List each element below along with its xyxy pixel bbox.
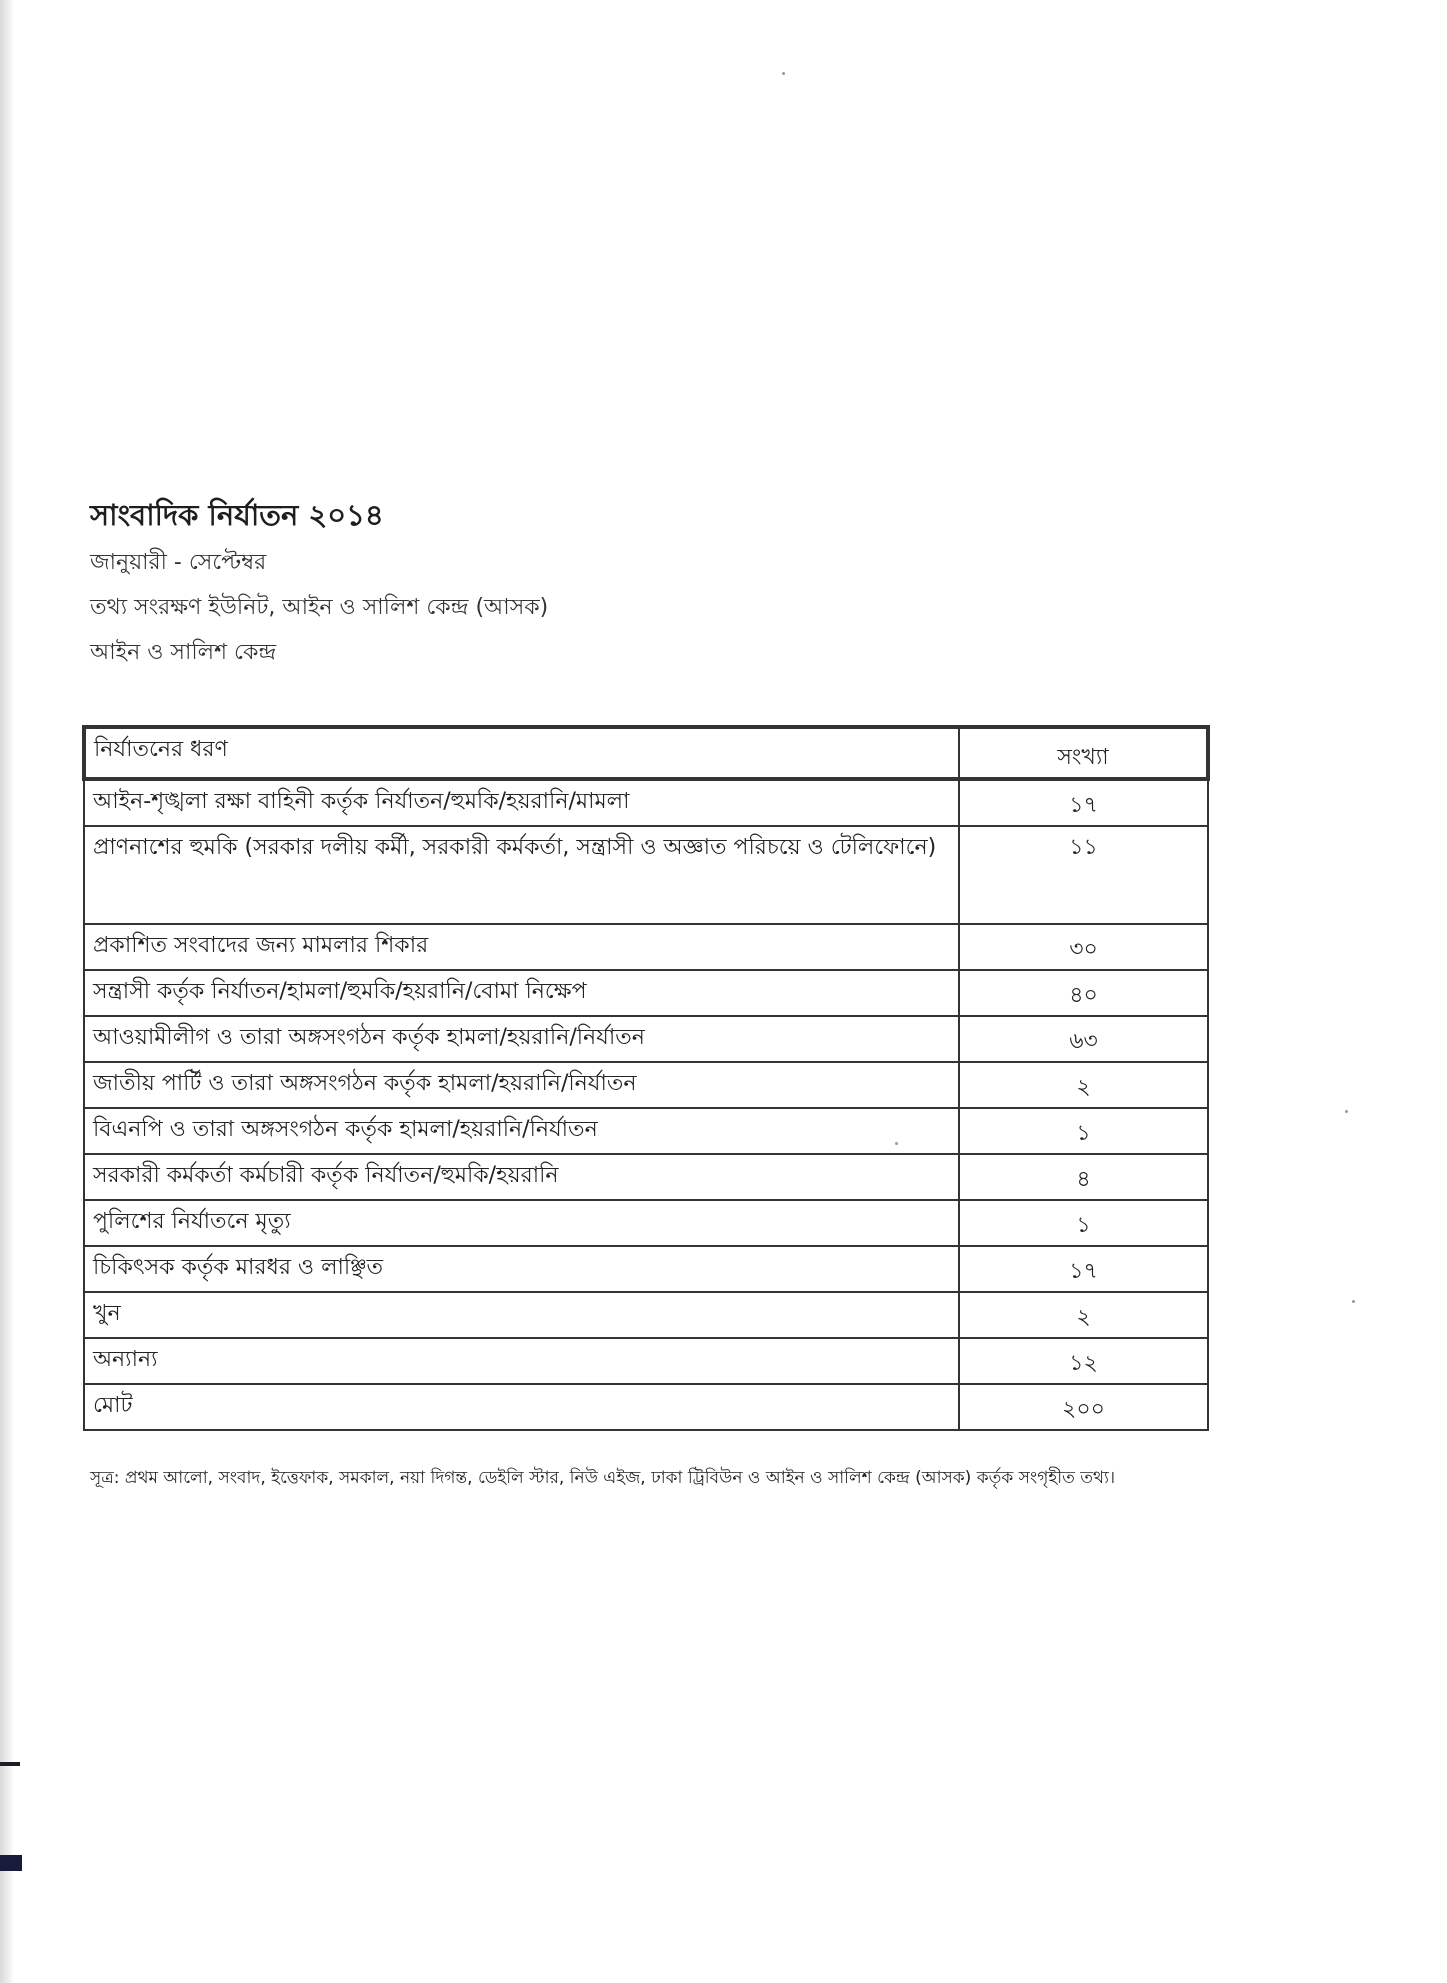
table-header-row: [84, 727, 1208, 779]
scan-speck: [1352, 1300, 1355, 1303]
table-row: [84, 970, 1208, 1016]
row-count: ১২: [959, 1338, 1208, 1384]
table-total-row: [84, 1384, 1208, 1430]
document-organization: আইন ও সালিশ কেন্দ্র: [90, 640, 277, 665]
row-count: ১৭: [959, 1246, 1208, 1292]
row-category: সরকারী কর্মকর্তা কর্মচারী কর্তৃক নির্যাতন/হুমকি/হয়রানি: [84, 1154, 959, 1200]
row-category: সন্ত্রাসী কর্তৃক নির্যাতন/হামলা/হুমকি/হয়রানি/বোমা নিক্ষেপ: [84, 970, 959, 1016]
statistics-table-wrapper: [82, 725, 1210, 1431]
row-category: আইন-শৃঙ্খলা রক্ষা বাহিনী কর্তৃক নির্যাতন/হুমকি/হয়রানি/মামলা: [84, 779, 959, 826]
table-row: [84, 1108, 1208, 1154]
row-category: প্রকাশিত সংবাদের জন্য মামলার শিকার: [84, 924, 959, 970]
document-header: [90, 490, 990, 675]
total-count: ২০০: [959, 1384, 1208, 1430]
row-category: খুন: [84, 1292, 959, 1338]
table-row: [84, 1154, 1208, 1200]
table-row: [84, 779, 1208, 826]
row-count: ৬৩: [959, 1016, 1208, 1062]
row-category: প্রাণনাশের হুমকি (সরকার দলীয় কর্মী, সরকারী কর্মকর্তা, সন্ত্রাসী ও অজ্ঞাত পরিচয়ে ও টেলিফোনে): [84, 826, 959, 924]
row-count: ১১: [959, 826, 1208, 924]
header-count: সংখ্যা: [959, 727, 1208, 779]
document-period: জানুয়ারী - সেপ্টেম্বর: [90, 550, 267, 575]
source-footnote: সূত্র: প্রথম আলো, সংবাদ, ইত্তেফাক, সমকাল, নয়া দিগন্ত, ডেইলি স্টার, নিউ এইজ, ঢাকা ট্রিবিউন ও আইন ও সালিশ কেন্দ্র (আসক) কর্তৃক সংগৃহীত তথ্য।: [90, 1468, 1116, 1488]
row-count: ১: [959, 1108, 1208, 1154]
table-row: [84, 826, 1208, 924]
row-category: অন্যান্য: [84, 1338, 959, 1384]
row-count: ১: [959, 1200, 1208, 1246]
header-category: নির্যাতনের ধরণ: [84, 727, 959, 779]
row-count: ৩০: [959, 924, 1208, 970]
row-category: আওয়ামীলীগ ও তারা অঙ্গসংগঠন কর্তৃক হামলা/হয়রানি/নির্যাতন: [84, 1016, 959, 1062]
row-count: ৪০: [959, 970, 1208, 1016]
row-category: বিএনপি ও তারা অঙ্গসংগঠন কর্তৃক হামলা/হয়রানি/নির্যাতন: [84, 1108, 959, 1154]
row-count: ৪: [959, 1154, 1208, 1200]
document-title: সাংবাদিক নির্যাতন ২০১৪: [90, 498, 384, 532]
row-category: জাতীয় পার্টি ও তারা অঙ্গসংগঠন কর্তৃক হামলা/হয়রানি/নির্যাতন: [84, 1062, 959, 1108]
scan-left-edge-shadow: [0, 0, 14, 1983]
row-category: চিকিৎসক কর্তৃক মারধর ও লাঞ্ছিত: [84, 1246, 959, 1292]
total-label: মোট: [84, 1384, 959, 1430]
row-count: ২: [959, 1062, 1208, 1108]
table-row: [84, 1292, 1208, 1338]
table-row: [84, 1200, 1208, 1246]
row-category: পুলিশের নির্যাতনে মৃত্যু: [84, 1200, 959, 1246]
document-unit: তথ্য সংরক্ষণ ইউনিট, আইন ও সালিশ কেন্দ্র (আসক): [90, 595, 549, 620]
scan-speck: [782, 72, 785, 75]
table-row: [84, 924, 1208, 970]
scan-speck: [1345, 1110, 1348, 1113]
statistics-table: [82, 725, 1210, 1431]
table-row: [84, 1246, 1208, 1292]
table-row: [84, 1338, 1208, 1384]
table-row: [84, 1016, 1208, 1062]
row-count: ১৭: [959, 779, 1208, 826]
scan-edge-mark: [0, 1855, 22, 1871]
scan-edge-mark: [0, 1762, 20, 1766]
row-count: ২: [959, 1292, 1208, 1338]
table-row: [84, 1062, 1208, 1108]
